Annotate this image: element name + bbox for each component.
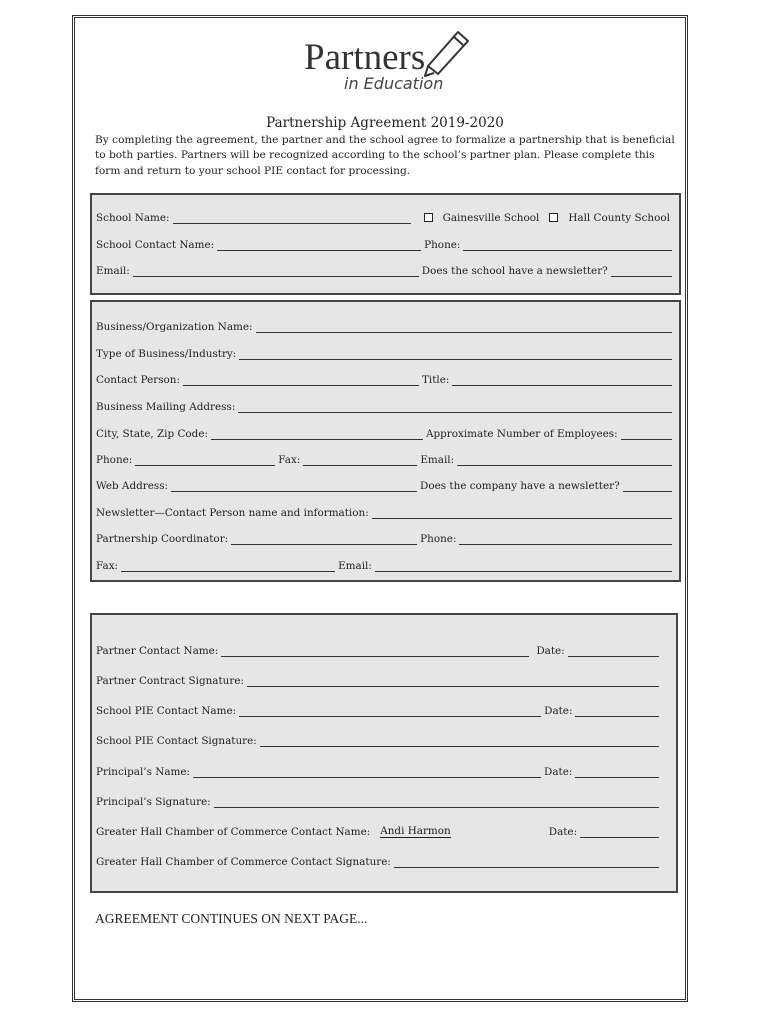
org-name-label: Business/Organization Name: xyxy=(96,321,253,333)
company-newsletter-label: Does the company have a newsletter? xyxy=(420,480,620,492)
principal-name-field[interactable] xyxy=(193,766,541,778)
chamber-date-label: Date: xyxy=(548,826,578,838)
newsletter-contact-label: Newsletter—Contact Person name and information: xyxy=(96,507,369,519)
chamber-signature-label: Greater Hall Chamber of Commerce Contact Signature: xyxy=(96,856,391,868)
business-fax-field[interactable] xyxy=(303,454,417,466)
web-address-label: Web Address: xyxy=(96,480,169,492)
school-contact-label: School Contact Name: xyxy=(96,239,215,251)
business-type-field[interactable] xyxy=(239,348,672,360)
mailing-address-label: Business Mailing Address: xyxy=(96,401,236,413)
school-email-row xyxy=(96,261,675,277)
business-email-field[interactable] xyxy=(457,454,672,466)
hall-county-label: Hall County School xyxy=(568,212,670,224)
city-state-zip-label: City, State, Zip Code: xyxy=(96,428,208,440)
coordinator-label: Partnership Coordinator: xyxy=(96,533,229,545)
pie-contact-date-field[interactable] xyxy=(575,705,659,717)
signatures-section xyxy=(90,613,678,893)
school-newsletter-field[interactable] xyxy=(611,265,672,277)
contact-title-field[interactable] xyxy=(452,374,672,386)
partner-contact-field[interactable] xyxy=(221,645,529,657)
gainesville-checkbox[interactable] xyxy=(424,213,433,222)
web-address-field[interactable] xyxy=(171,480,417,492)
gainesville-label: Gainesville School xyxy=(442,212,540,224)
business-info-section xyxy=(90,300,681,582)
chamber-date-field[interactable] xyxy=(580,826,659,838)
school-email-label: Email: xyxy=(96,265,130,277)
continues-note: AGREEMENT CONTINUES ON NEXT PAGE... xyxy=(95,911,368,926)
chamber-signature-field[interactable] xyxy=(394,856,659,868)
city-state-zip-field[interactable] xyxy=(211,428,423,440)
employees-field[interactable] xyxy=(621,428,672,440)
principal-name-label: Principal’s Name: xyxy=(96,766,191,778)
coordinator-phone-label: Phone: xyxy=(420,533,457,545)
coordinator-email-field[interactable] xyxy=(375,560,672,572)
school-name-label: School Name: xyxy=(96,212,170,224)
partner-contact-date-label: Date: xyxy=(536,645,565,657)
pencil-icon xyxy=(422,30,474,78)
coordinator-phone-field[interactable] xyxy=(459,533,672,545)
chamber-contact-value: Andi Harmon xyxy=(380,825,451,837)
contact-person-field[interactable] xyxy=(183,374,419,386)
business-fax-label: Fax: xyxy=(278,454,301,466)
logo-sub-text: in Education xyxy=(344,74,444,93)
principal-signature-field[interactable] xyxy=(214,796,659,808)
principal-signature-label: Principal’s Signature: xyxy=(96,796,211,808)
school-name-row xyxy=(96,208,675,224)
employees-label: Approximate Number of Employees: xyxy=(425,428,618,440)
school-newsletter-label: Does the school have a newsletter? xyxy=(421,265,608,277)
org-name-field[interactable] xyxy=(256,321,672,333)
coordinator-fax-label: Fax: xyxy=(96,560,119,572)
school-phone-field[interactable] xyxy=(463,239,672,251)
partners-in-education-logo xyxy=(300,30,490,100)
school-contact-field[interactable] xyxy=(217,239,421,251)
pie-signature-label: School PIE Contact Signature: xyxy=(96,735,257,747)
contact-title-label: Title: xyxy=(422,374,450,386)
pie-contact-label: School PIE Contact Name: xyxy=(96,705,237,717)
partner-contact-label: Partner Contact Name: xyxy=(96,645,219,657)
business-email-label: Email: xyxy=(420,454,455,466)
hall-county-checkbox[interactable] xyxy=(549,213,558,222)
partner-contact-date-field[interactable] xyxy=(568,645,659,657)
school-contact-row xyxy=(96,235,675,251)
newsletter-contact-field[interactable] xyxy=(372,507,672,519)
school-name-field[interactable] xyxy=(173,212,411,224)
pie-contact-date-label: Date: xyxy=(544,705,573,717)
coordinator-fax-field[interactable] xyxy=(121,560,335,572)
business-phone-field[interactable] xyxy=(135,454,275,466)
principal-date-field[interactable] xyxy=(575,766,659,778)
school-phone-label: Phone: xyxy=(424,239,461,251)
partner-signature-label: Partner Contract Signature: xyxy=(96,675,244,687)
coordinator-email-label: Email: xyxy=(338,560,372,572)
school-email-field[interactable] xyxy=(133,265,419,277)
chamber-contact-label: Greater Hall Chamber of Commerce Contact Name: xyxy=(96,826,371,838)
mailing-address-field[interactable] xyxy=(238,401,672,413)
intro-paragraph: By completing the agreement, the partner and the school agree to formalize a partnership that is beneficial to both parties. Partners will be recognized according to the school’s partner plan. Please complete this form and return to your school PIE contact for processing. xyxy=(95,134,675,177)
company-newsletter-field[interactable] xyxy=(623,480,672,492)
contact-person-label: Contact Person: xyxy=(96,374,180,386)
business-type-label: Type of Business/Industry: xyxy=(96,348,237,360)
page-title: Partnership Agreement 2019-2020 xyxy=(266,115,504,131)
business-phone-label: Phone: xyxy=(96,454,133,466)
principal-date-label: Date: xyxy=(544,766,573,778)
coordinator-field[interactable] xyxy=(231,533,417,545)
pie-signature-field[interactable] xyxy=(260,735,659,747)
pie-contact-field[interactable] xyxy=(239,705,541,717)
logo-main-text: Partners xyxy=(304,37,426,78)
partner-signature-field[interactable] xyxy=(247,675,659,687)
school-info-section xyxy=(90,193,681,295)
